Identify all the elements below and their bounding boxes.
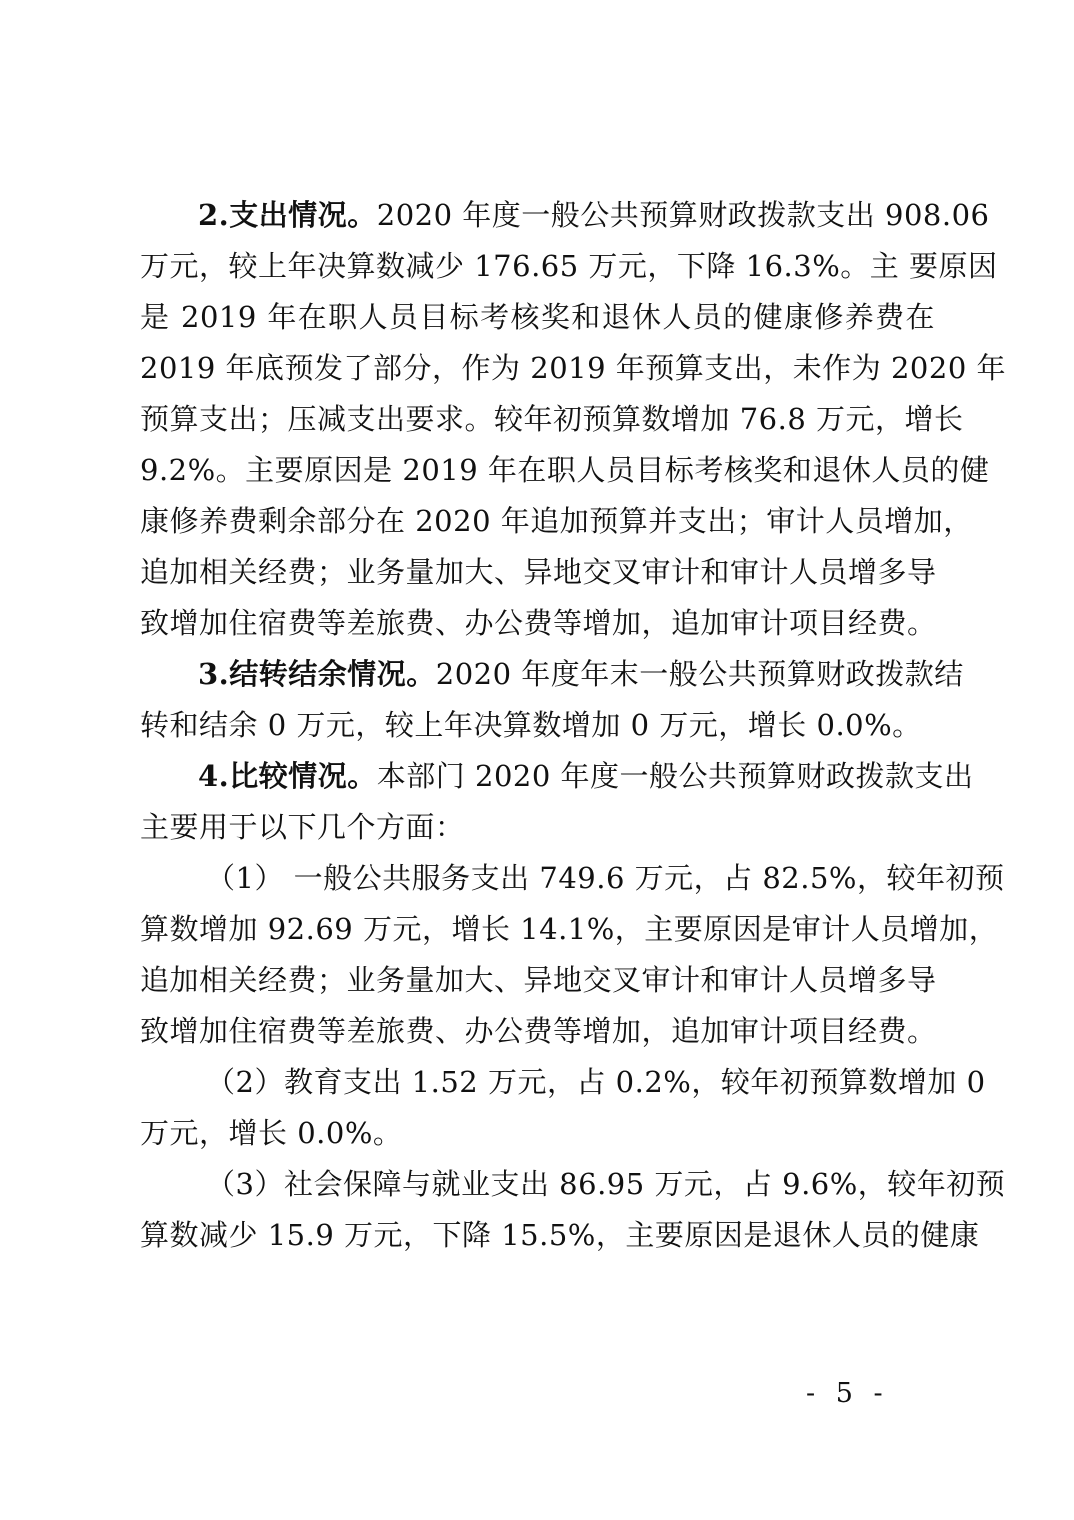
section-heading: 2.支出情况。 (198, 198, 377, 232)
paragraph-line (140, 649, 964, 700)
list-item-line: 算数增加 92.69 万元，增长 14.1%，主要原因是审计人员增加， (140, 912, 999, 946)
section-heading: 4.比较情况。 (198, 759, 377, 793)
paragraph-line: 致增加住宿费等差旅费、办公费等增加，追加审计项目经费。 (140, 606, 937, 640)
paragraph-line: 万元，较上年决算数减少 176.65 万元，下降 16.3%。主 要原因 (140, 249, 998, 283)
section-heading: 3.结转结余情况。 (198, 657, 436, 691)
list-item-line: （2）教育支出 1.52 万元，占 0.2%，较年初预算数增加 0 (206, 1065, 986, 1099)
list-item-line: （3）社会保障与就业支出 86.95 万元，占 9.6%，较年初预 (206, 1167, 1006, 1201)
paragraph-line: 追加相关经费；业务量加大、异地交叉审计和审计人员增多导 (140, 555, 937, 589)
paragraph-line (140, 190, 990, 241)
paragraph-text: 2020 年度年末一般公共预算财政拨款结 (435, 657, 964, 691)
list-item-line: 算数减少 15.9 万元，下降 15.5%，主要原因是退休人员的健康 (140, 1218, 980, 1252)
list-item-line: 万元，增长 0.0%。 (140, 1116, 403, 1150)
list-item-line: （1） 一般公共服务支出 749.6 万元，占 82.5%，较年初预 (206, 861, 1005, 895)
paragraph-line: 转和结余 0 万元，较上年决算数增加 0 万元，增长 0.0%。 (140, 708, 922, 742)
paragraph-line: 康修养费剩余部分在 2020 年追加预算并支出；审计人员增加， (140, 504, 973, 538)
list-item-line: 致增加住宿费等差旅费、办公费等增加，追加审计项目经费。 (140, 1014, 937, 1048)
paragraph-line: 预算支出；压减支出要求。较年初预算数增加 76.8 万元，增长 (140, 402, 964, 436)
document-body (140, 190, 1007, 1261)
paragraph-line: 是 2019 年在职人员目标考核奖和退休人员的健康修养费在 (140, 300, 935, 334)
paragraph-line: 2019 年底预发了部分，作为 2019 年预算支出，未作为 2020 年 (140, 351, 1007, 385)
list-item-line: 追加相关经费；业务量加大、异地交叉审计和审计人员增多导 (140, 963, 937, 997)
paragraph-text: 2020 年度一般公共预算财政拨款支出 908.06 (376, 198, 990, 232)
paragraph-line: 主要用于以下几个方面： (140, 810, 465, 844)
paragraph-line (140, 751, 974, 802)
page-number: - 5 - (806, 1378, 889, 1409)
paragraph-text: 本部门 2020 年度一般公共预算财政拨款支出 (376, 759, 974, 793)
paragraph-line: 9.2%。主要原因是 2019 年在职人员目标考核奖和退休人员的健 (140, 453, 990, 487)
